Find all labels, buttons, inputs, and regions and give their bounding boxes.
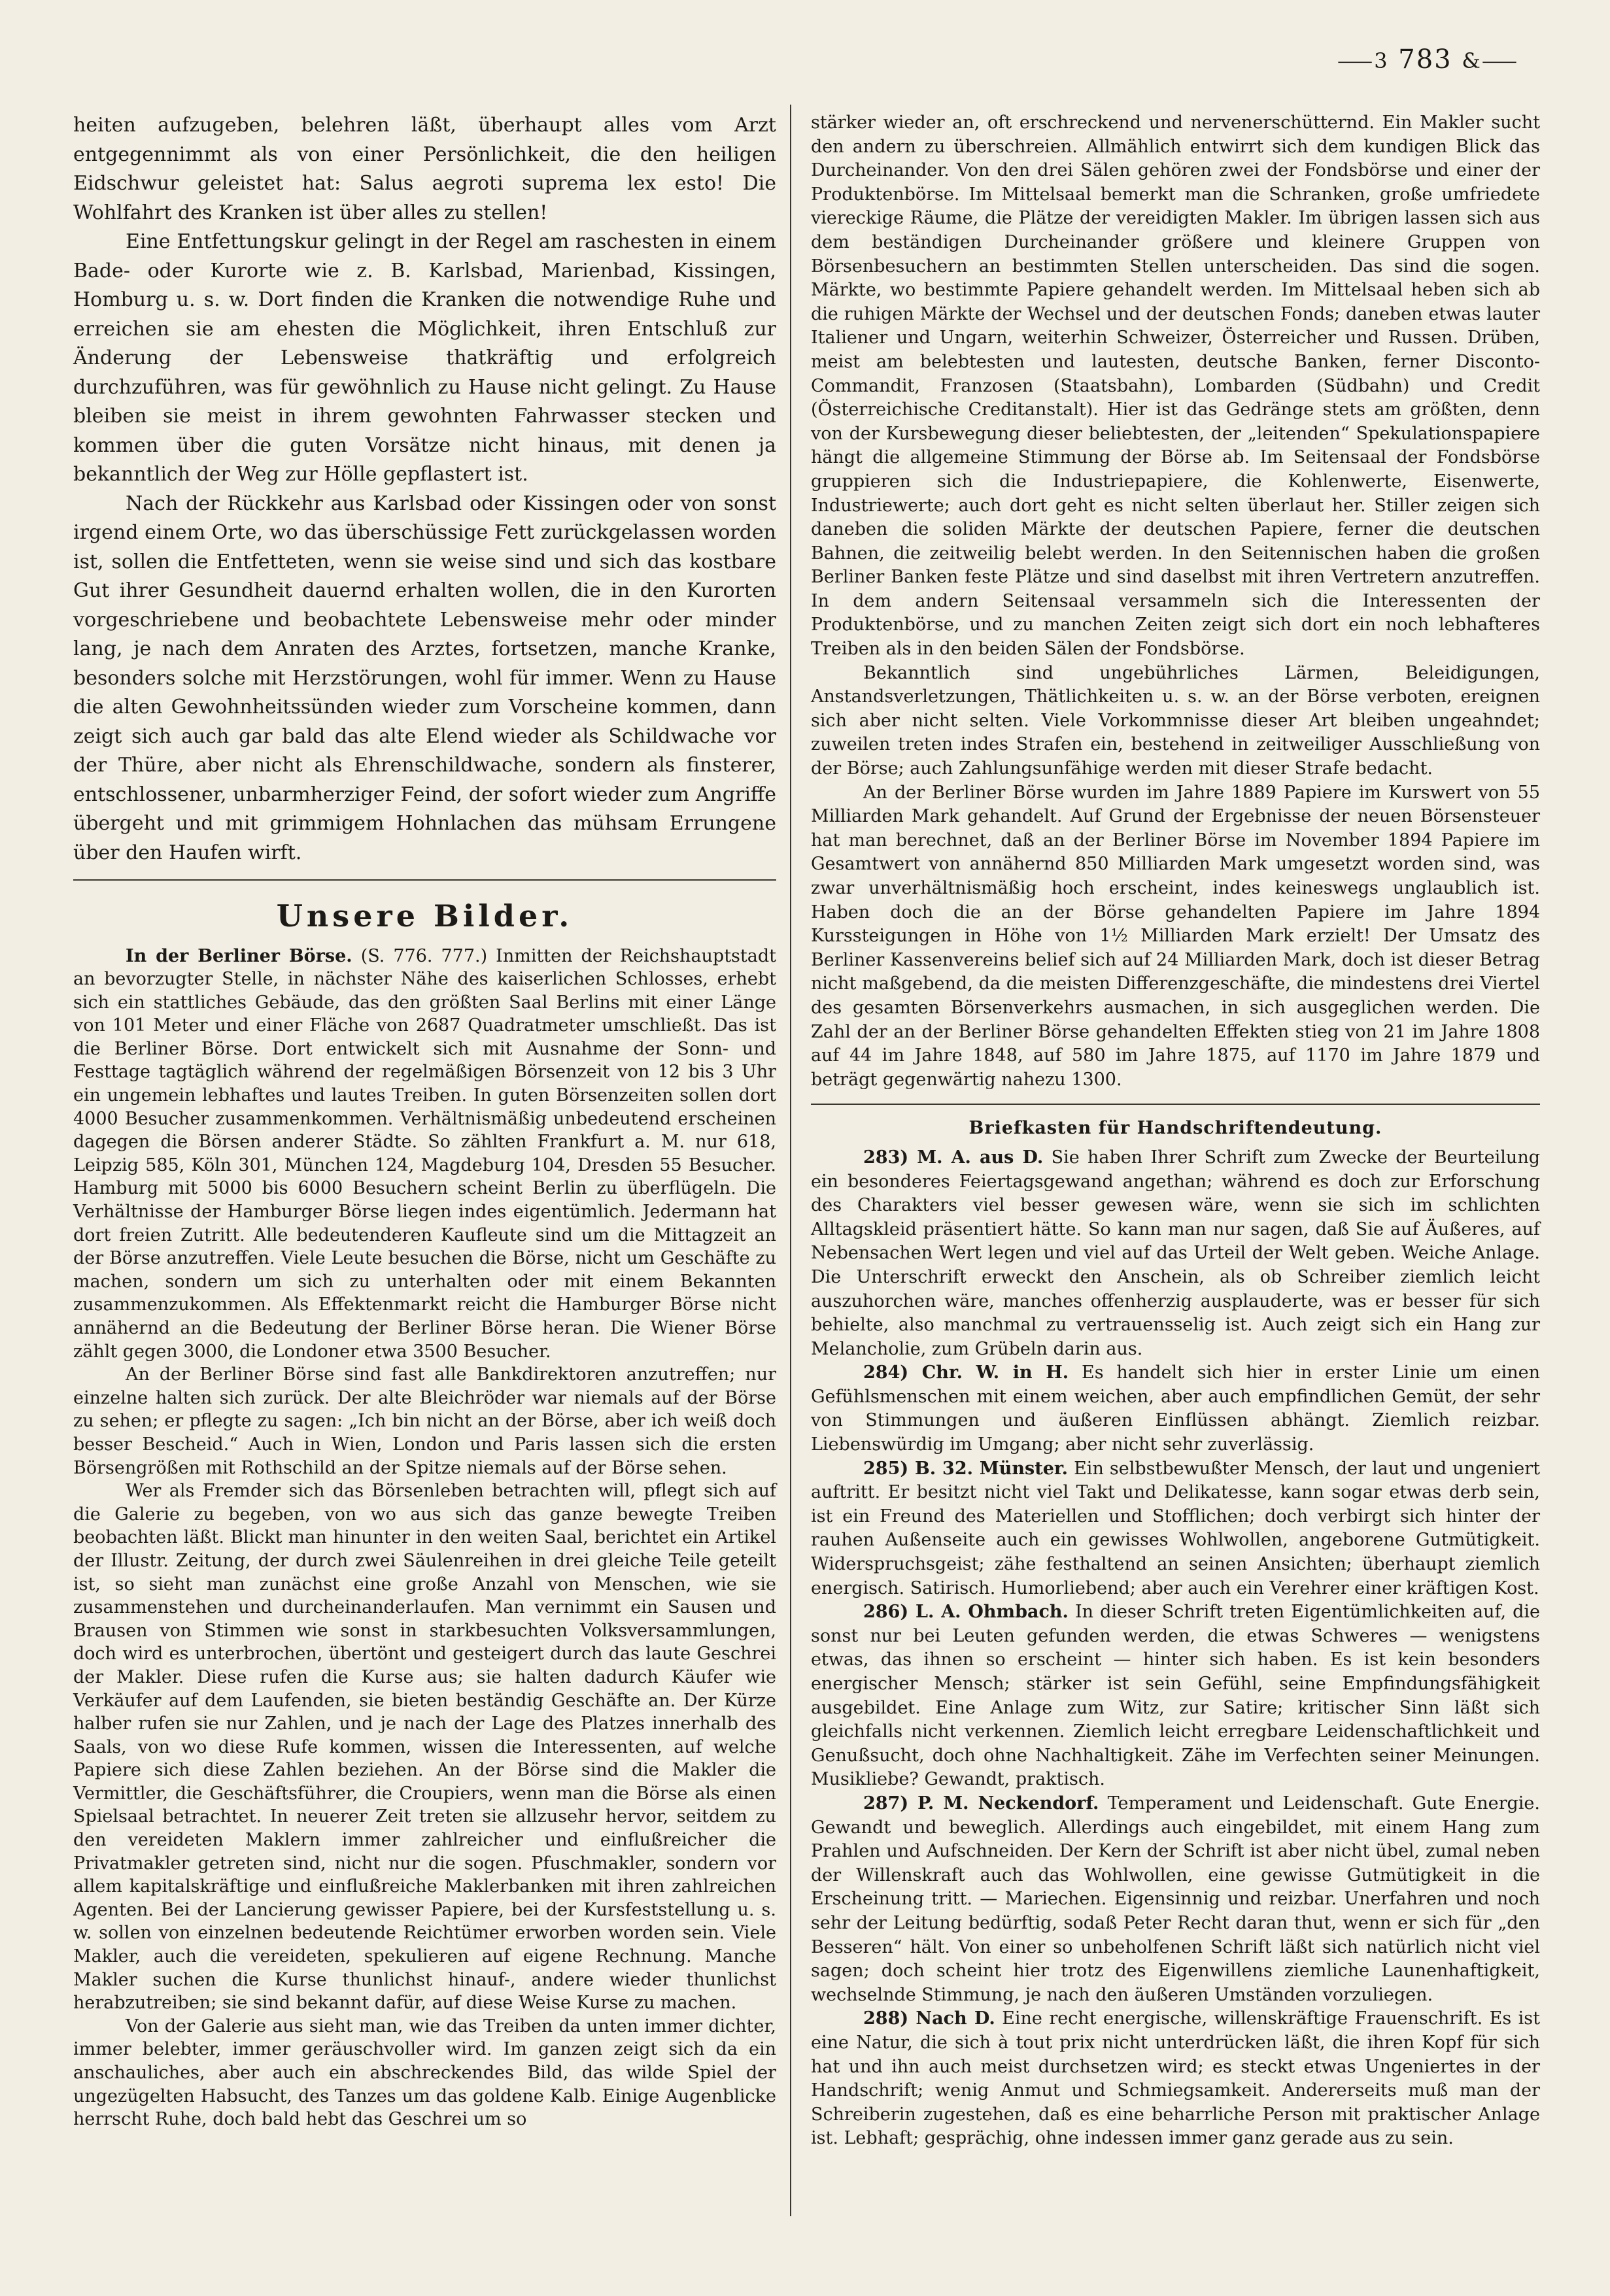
entry-text: In dieser Schrift treten Eigentümlichkeiten auf, die sonst nur bei Leuten gefunden werden, die etwas Schweres — wenigstens etwas, das ihnen so erscheint — hinter sich haben. Es ist kein besonders energischer Mensch; stärker ist sein Gefühl, seine Empfindungsfähigkeit ausgebildet. Eine Anlage zum Witz, zur Satire; kritischer Sinn läßt sich gleichfalls nicht verkennen. Ziemlich leicht erregbare Leidenschaftlichkeit und Genußsucht, doch ohne Nachhaltigkeit. Zähe im Verfechten seiner Meinungen. Musikliebe? Gewandt, praktisch. — [811, 1602, 1540, 1790]
paragraph: Bekanntlich sind ungebührliches Lärmen, Beleidigungen, Anstandsverletzungen, Thätlichkeiten u. s. w. an der Börse verboten, ereignen sich aber nicht selten. Viele Vorkommnisse dieser Art bleiben ungeahndet; zuweilen treten indes Strafen ein, bestehend in zeitweiliger Ausschließung von der Börse; auch Zahlungsunfähige werden mit dieser Strafe bedacht. — [811, 662, 1540, 779]
article-lead: In der Berliner Börse. — [126, 945, 352, 966]
entry-text: Ein selbstbewußter Mensch, der laut und ungeniert auftritt. Er besitzt nicht viel Takt und Delikatesse, kann sogar etwas derb sein, ist ein Freund des Materiellen und Stofflichen; doch verbirgt sich hinter der rauhen Außenseite auch ein gewisses Wohlwollen, angeborene Gutmütigkeit. Widerspruchsgeist; zähe festhaltend an seinen Ansichten; überhaupt ziemlich energisch. Satirisch. Humorliebend; aber auch ein Verehrer einer kräftigen Kost. — [811, 1458, 1540, 1598]
boerse-article — [73, 945, 776, 2131]
briefkasten-entry — [811, 1792, 1540, 2007]
briefkasten-entry — [811, 1457, 1540, 1601]
entry-text: Eine recht energische, willenskräftige Frauenschrift. Es ist eine Natur, die sich à tout prix nicht unterdrücken läßt, die ihren Kopf für sich hat und ihn auch meist durchsetzen wird; es steckt etwas Ungeniertes in der Handschrift; wenig Anmut und Schmiegsamkeit. Andererseits muß man der Schreiberin zugestehen, daß es eine beharrliche Person mit praktischer Anlage ist. Lebhaft; gesprächig, ohne indessen immer ganz gerade aus zu sein. — [811, 2008, 1540, 2149]
paragraph-text: (S. 776. 777.) Inmitten der Reichshauptstadt an bevorzugter Stelle, in nächster Nähe des kaiserlichen Schlosses, erhebt sich ein stattliches Gebäude, das den größten Saal Berlins mit einer Länge von 101 Meter und einer Fläche von 2687 Quadratmeter umschließt. Das ist die Berliner Börse. Dort entwickelt sich mit Ausnahme der Sonn- und Festtage tagtäglich während der regelmäßigen Börsenzeit von 12 bis 3 Uhr ein ungemein lebhaftes und lautes Treiben. In guten Börsenzeiten sollen dort 4000 Besucher zusammenkommen. Verhältnismäßig unbedeutend erscheinen dagegen die Börsen anderer Städte. So zählten Frankfurt a. M. nur 618, Leipzig 585, Köln 301, München 124, Magdeburg 104, Dresden 55 Besucher. Hamburg mit 5000 bis 6000 Besuchern scheint Berlin zu überflügeln. Die Verhältnisse der Hamburger Börse liegen indes eigentümlich. Jedermann hat dort freien Zutritt. Alle bedeutenderen Kaufleute sind um die Mittagzeit an der Börse anzutreffen. Viele Leute besuchen die Börse, nicht um Geschäfte zu machen, sondern um sich zu unterhalten oder mit einem Bekannten zusammenzukommen. Als Effektenmarkt reicht die Hamburger Börse nicht annähernd an die Bedeutung der Berliner Börse heran. Die Wiener Börse zählt gegen 3000, die Londoner etwa 3500 Besucher. — [73, 945, 776, 1362]
paragraph: Von der Galerie aus sieht man, wie das Treiben da unten immer dichter, immer belebter, immer geräuschvoller wird. Im ganzen zeigt sich da ein anschauliches, aber auch ein abschreckendes Bild, das wilde Spiel der ungezügelten Habsucht, des Tanzes um das goldene Kalb. Einige Augenblicke herrscht Ruhe, doch bald hebt das Geschrei um so — [73, 2016, 776, 2130]
left-column — [73, 111, 776, 2131]
briefkasten-entry — [811, 2007, 1540, 2151]
entry-lead: 284) Chr. W. in H. — [863, 1362, 1069, 1383]
paragraph: Eine Entfettungskur gelingt in der Regel am raschesten in einem Bade- oder Kurorte wie z. B. Karlsbad, Marienbad, Kissingen, Homburg u. s. w. Dort finden die Kranken die notwendige Ruhe und erreichen sie am ehesten die Möglichkeit, ihren Entschluß zur Änderung der Lebensweise thatkräftig und erfolgreich durchzuführen, was für gewöhnlich zu Hause nicht gelingt. Zu Hause bleiben sie meist in ihrem gewohnten Fahrwasser stecken und kommen über die guten Vorsätze nicht hinaus, mit denen ja bekanntlich der Weg zur Hölle gepflastert ist. — [73, 230, 776, 486]
entry-lead: 286) L. A. Ohmbach. — [863, 1602, 1069, 1623]
briefkasten-entry — [811, 1600, 1540, 1792]
section-rule — [73, 879, 776, 881]
right-column — [811, 111, 1540, 2151]
paragraph: heiten aufzugeben, belehren läßt, überhaupt alles vom Arzt entgegennimmt als von einer Persönlichkeit, die den heiligen Eidschwur geleistet hat: Salus aegroti suprema lex esto! Die Wohlfahrt des Kranken ist über alles zu stellen! — [73, 114, 776, 224]
paragraph: An der Berliner Börse sind fast alle Bankdirektoren anzutreffen; nur einzelne halten sich zurück. Der alte Bleichröder war niemals auf der Börse zu sehen; er pflegte zu sagen: „Ich bin nicht an der Börse, aber ich weiß doch besser Bescheid.“ Auch in Wien, London und Paris lassen sich die ersten Börsengrößen mit Rothschild an der Spitze niemals auf der Börse sehen. — [73, 1364, 776, 1478]
paragraph: Nach der Rückkehr aus Karlsbad oder Kissingen oder von sonst irgend einem Orte, wo das überschüssige Fett zurückgelassen worden ist, sollen die Entfetteten, wenn sie weise sind und sich das kostbare Gut ihrer Gesundheit dauernd erhalten wollen, die in den Kurorten vorgeschriebene und beobachtete Lebensweise mehr oder minder lang, je nach dem Anraten des Arztes, fortsetzen, manche Kranke, besonders solche mit Herzstörungen, wohl für immer. Wenn zu Hause die alten Gewohnheitssünden wieder zum Vorscheine kommen, dann zeigt sich auch gar bald das alte Elend wieder als Schildwache vor der Thüre, aber nicht als Ehrenschildwache, sondern als finsterer, entschlossener, unbarmherziger Feind, der sofort wieder zum Angriffe übergeht und mit grimmigem Hohnlachen das mühsam Errungene über den Haufen wirft. — [73, 492, 776, 864]
ornament-right: &⸺ — [1462, 48, 1518, 73]
entry-lead: 288) Nach D. — [863, 2008, 995, 2029]
entry-text: Es handelt sich hier in erster Linie um einen Gefühlsmenschen mit einem weichen, aber auch empfindlichen Gemüt, der sehr von Stimmungen und äußeren Einflüssen abhängt. Ziemlich reizbar. Liebenswürdig im Umgang; aber nicht sehr zuverlässig. — [811, 1362, 1540, 1455]
briefkasten-entry — [811, 1146, 1540, 1361]
paragraph: Wer als Fremder sich das Börsenleben betrachten will, pflegt sich auf die Galerie zu begeben, von wo aus sich das ganze bewegte Treiben beobachten läßt. Blickt man hinunter in den weiten Saal, berichtet ein Artikel der Illustr. Zeitung, der durch zwei Säulenreihen in drei gleiche Teile geteilt ist, so sieht man zunächst eine große Anzahl von Menschen, wie sie zusammenstehen und durcheinanderlaufen. Man vernimmt ein Sausen und Brausen von Stimmen wie sonst in starkbesuchten Volksversammlungen, doch wird es unterbrochen, übertönt und gesteigert durch das laute Geschrei der Makler. Diese rufen die Kurse aus; sie halten dadurch Käufer wie Verkäufer auf dem Laufenden, sie bieten beständig Geschäfte an. Der Kürze halber rufen sie nur Zahlen, und je nach der Lage des Platzes innerhalb des Saals, von wo diese Rufe kommen, wissen die Interessenten, auf welche Papiere sich diese Zahlen beziehen. An der Börse sind die Makler die Vermittler, die Geschäftsführer, die Croupiers, wenn man die Börse als einen Spielsaal betrachtet. In neuerer Zeit treten sie allzusehr hervor, seitdem zu den vereideten Maklern immer zahlreicher und einflußreicher die Privatmakler getreten sind, nicht nur die sogen. Pfuschmakler, sondern vor allem kapitalskräftige und einflußreiche Maklerbanken mit ihren zahlreichen Agenten. Bei der Lancierung gewisser Papiere, bei der Kursfeststellung u. s. w. sollen von einzelnen bedeutende Reichtümer erworben worden sein. Viele Makler, auch die vereideten, spekulieren auf eigene Rechnung. Manche Makler suchen die Kurse thunlichst hinauf-, andere wieder thunlichst herabzutreiben; sie sind bekannt dafür, auf diese Weise Kurse zu machen. — [73, 1481, 776, 2014]
entry-text: Temperament und Leidenschaft. Gute Energie. Gewandt und beweglich. Allerdings auch eingebildet, mit einem Hang zum Prahlen und Aufschneiden. Der Kern der Schrift ist aber nicht übel, zumal neben der Willenskraft auch das Wohlwollen, eine gewisse Gutmütigkeit in die Erscheinung tritt. — Mariechen. Eigensinnig und reizbar. Unerfahren und noch sehr der Leitung bedürftig, sodaß Peter Recht daran thut, wenn er sich für „den Besseren“ hält. Von einer so unbeholfenen Schrift läßt sich natürlich nicht viel sagen; doch scheint hier trotz des Eigenwillens ziemliche Launenhaftigkeit, wechselnde Stimmung, je nach den äußeren Umständen vorzuliegen. — [811, 1793, 1540, 2005]
ornament-left: ⸺3 — [1337, 48, 1389, 73]
column-divider — [790, 105, 791, 2216]
page-header — [0, 44, 1610, 75]
paragraph — [73, 945, 776, 1364]
section-title: Unsere Bilder. — [276, 898, 574, 934]
paragraph: An der Berliner Börse wurden im Jahre 1889 Papiere im Kurswert von 55 Milliarden Mark gehandelt. Auf Grund der Ergebnisse der neuen Börsensteuer hat man berechnet, daß an der Berliner Börse im November 1894 Papiere im Gesamtwert von annähernd 850 Milliarden Mark umgesetzt worden sind, was zwar unverhältnismäßig hoch erscheint, indes keineswegs unglaublich ist. Haben doch die an der Börse gehandelten Papiere im Jahre 1894 Kurssteigungen in Höhe von 1½ Milliarden Mark erzielt! Der Umsatz des Berliner Kassenvereins belief sich auf 24 Milliarden Mark, doch ist dieser Betrag nicht maßgebend, da die meisten Differenzgeschäfte, die mindestens drei Viertel des gesamten Börsenverkehrs ausmachen, in sich ausgeglichen werden. Die Zahl der an der Berliner Börse gehandelten Effekten stieg von 21 im Jahre 1808 auf 44 im Jahre 1848, auf 580 im Jahre 1875, auf 1170 im Jahre 1879 und beträgt gegenwärtig nahezu 1300. — [811, 782, 1540, 1090]
page-number-line — [1337, 44, 1518, 75]
entry-lead: 283) M. A. aus D. — [863, 1147, 1044, 1168]
page-number: 783 — [1398, 44, 1452, 75]
section-rule — [811, 1104, 1540, 1105]
briefkasten-entry — [811, 1361, 1540, 1457]
paragraph: stärker wieder an, oft erschreckend und nervenerschütternd. Ein Makler sucht den andern zu überschreien. Allmählich entwirrt sich dem kundigen Blick das Durcheinander. Von den drei Sälen gehören zwei der Fondsbörse und einer der Produktenbörse. Im Mittelsaal bemerkt man die Schranken, große umfriedete viereckige Räume, die Plätze der vereidigten Makler. Im übrigen lassen sich aus dem beständigen Durcheinander größere und kleinere Gruppen von Börsenbesuchern an bestimmten Stellen unterscheiden. Das sind die sogen. Märkte, wo bestimmte Papiere gehandelt werden. Im Mittelsaal heben sich ab die ruhigen Märkte der Wechsel und der deutschen Fonds; daneben etwas lauter Italiener und Ungarn, weiterhin Schweizer, Österreicher und Russen. Drüben, meist am belebtesten und lautesten, deutsche Banken, ferner Disconto-Commandit, Franzosen (Staatsbahn), Lombarden (Südbahn) und Credit (Österreichische Creditanstalt). Hier ist das Gedränge stets am größten, denn von der Kursbewegung dieser beliebtesten, der „leitenden“ Spekulationspapiere hängt die allgemeine Stimmung der Börse ab. Im Seitensaal der Fondsbörse gruppieren sich die Industriepapiere, die Kohlenwerte, Eisenwerte, Industriewerte; auch dort geht es nicht selten überlaut her. Stiller zeigen sich daneben die soliden Märkte der deutschen Papiere, ferner die deutschen Bahnen, die zeitweilig belebt werden. In den Seitennischen haben die großen Berliner Banken feste Plätze und sind daselbst mit ihren Vertretern anzutreffen. In dem andern Seitensaal versammeln sich die Interessenten der Produktenbörse, und zu manchen Zeiten zeigt sich dort ein noch lebhafteres Treiben als in den beiden Sälen der Fondsbörse. — [811, 112, 1540, 660]
entry-text: Sie haben Ihrer Schrift zum Zwecke der Beurteilung ein besonderes Feiertagsgewand angethan; während es doch zur Erforschung des Charakters viel besser gewesen wäre, wenn sie sich im schlichten Alltagskleid präsentiert hätte. So kann man nur sagen, daß Sie auf Äußeres, auf Nebensachen Wert legen und viel auf das Urteil der Welt geben. Weiche Anlage. Die Unterschrift erweckt den Anschein, als ob Schreiber ziemlich leicht auszuhorchen wäre, manches offenherzig ausplauderte, was er besser für sich behielte, also manchmal zu vertrauensselig ist. Auch zeigt sich ein Hang zur Melancholie, zum Grübeln darin aus. — [811, 1147, 1540, 1359]
entry-lead: 287) P. M. Neckendorf. — [863, 1793, 1099, 1814]
briefkasten-title: Briefkasten für Handschriftendeutung. — [968, 1118, 1382, 1139]
entry-lead: 285) B. 32. Münster. — [863, 1458, 1069, 1479]
